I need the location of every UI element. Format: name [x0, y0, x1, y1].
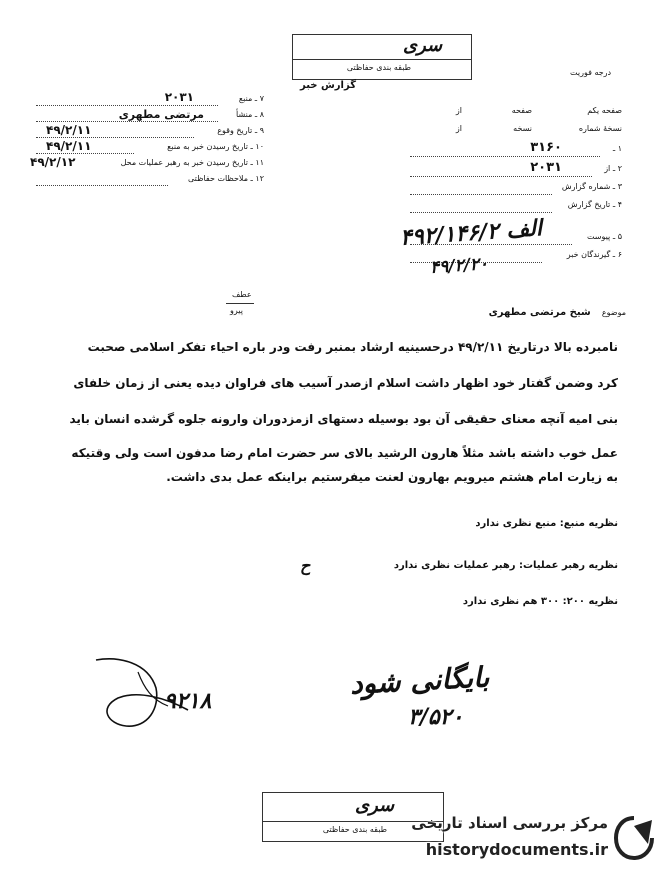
left-field-row — [36, 108, 264, 124]
field-value: صفحه — [511, 106, 532, 115]
right-field-row — [400, 122, 622, 140]
body-line: نامبرده بالا درتاریخ ۴۹/۲/۱۱ درحسینیه ارشاد بمنبر رفت ودر باره احیاء تفکر اسلامی صحبت — [87, 340, 618, 354]
field-value: مرتضی مطهری — [118, 108, 204, 121]
body-line: عمل خوب داشته باشد مثلاً هارون الرشید بالای سر حضرت امام رضا مدفون است ولی وقتیکه — [71, 446, 618, 460]
field-label: ۳ ـ شماره گزارش — [561, 182, 622, 191]
field-label: صفحه یکم — [587, 106, 622, 115]
stamp-bottom-handwritten: سری — [355, 795, 395, 816]
body-line: کرد وضمن گفتار خود اظهار داشت اسلام ازصدر آسیب های فراوان دیده یعنی از زمان خلفای — [73, 376, 618, 390]
field-label: ۹ ـ تاریخ وقوع — [217, 126, 264, 135]
peyro-label: پیرو — [230, 306, 243, 315]
field-value: ۳۱۶۰ — [530, 140, 562, 155]
watermark-logo-icon — [612, 814, 656, 862]
stamp-top-label: طبقه بندی حفاظتی — [346, 63, 411, 72]
atf-label: عطف — [232, 290, 252, 299]
field-label: ۷ ـ منبع — [238, 94, 264, 103]
body-line: به زیارت امام هشتم میرویم بهارون لعنت میفرستیم براینکه عمل بدی داشت. — [166, 470, 618, 484]
field-label: ۱۲ ـ ملاحظات حفاظتی — [188, 174, 264, 183]
field-label: ۸ ـ منشأ — [236, 110, 264, 119]
right-field-row — [400, 198, 622, 216]
handwritten-date: ۴۹/۲/۲۰ — [429, 253, 489, 279]
field-mid: از — [455, 124, 462, 133]
field-label: ۱۱ ـ تاریخ رسیدن خبر به رهبر عملیات محل — [120, 158, 264, 167]
watermark-url: historydocuments.ir — [425, 840, 608, 859]
stamp-bottom-label: طبقه بندی حفاظتی — [322, 825, 387, 834]
left-field-row — [36, 140, 264, 156]
field-label: ۵ ـ پیوست — [586, 232, 622, 241]
field-label: ۱۰ ـ تاریخ رسیدن خبر به منبع — [167, 142, 264, 151]
subject-label: موضوع — [601, 308, 626, 317]
left-field-row — [36, 124, 264, 140]
field-value: ۲۰۳۱ — [530, 160, 562, 175]
operations-sign: ح — [300, 556, 311, 575]
urgency-label: درجه فوریت — [570, 68, 612, 77]
file-note-number: ۳/۵۲۰ — [408, 704, 464, 730]
stamp-top-handwritten: سری — [403, 35, 443, 56]
field-value: ۴۹/۲/۱۱ — [46, 139, 92, 153]
left-field-row — [30, 155, 264, 172]
right-field-row — [400, 160, 622, 180]
field-label: نسخهٔ شماره — [578, 124, 622, 133]
field-value: ۴۹/۲/۱۱ — [46, 123, 92, 137]
handwritten-signature — [78, 648, 198, 738]
field-value: ۲۰۳۱ — [164, 90, 194, 104]
right-field-row — [400, 140, 622, 160]
right-field-row — [400, 104, 622, 122]
operations-opinion: نظریه رهبر عملیات: رهبر عملیات نظری ندارد — [393, 560, 618, 571]
field-label: ۲ ـ از — [604, 164, 622, 173]
left-field-row — [36, 92, 264, 108]
field-value: ۴۹/۲/۱۲ — [30, 155, 76, 169]
left-field-row — [36, 172, 264, 188]
field-mid: از — [455, 106, 462, 115]
watermark — [350, 806, 660, 868]
field-label: ۱ ـ — [612, 144, 622, 153]
third-opinion: نظریه ۲۰۰: ۳۰۰ هم نظری ندارد — [462, 596, 618, 607]
source-opinion: نظریه منبع: منبع نظری ندارد — [475, 518, 618, 529]
field-label: ۶ ـ گیرندگان خبر — [566, 250, 622, 259]
report-title: گزارش خبر — [300, 80, 357, 91]
subject-line — [326, 300, 626, 319]
classification-stamp-top — [292, 34, 472, 80]
left-field-list — [30, 90, 264, 188]
watermark-site-name: مرکز بررسی اسناد تاریخی — [411, 814, 608, 832]
field-label: ۴ ـ تاریخ گزارش — [567, 200, 622, 209]
right-field-row — [400, 180, 622, 198]
field-value: نسخه — [513, 124, 532, 133]
subject-value: شیخ مرتضی مطهری — [488, 307, 591, 318]
handwritten-reference-number: ۴۹۲/۱۴۶/الف ۲ — [399, 215, 543, 251]
body-line: بنی امیه آنچه معنای حقیقی آن بود بوسیله دستهای ازمزدوران وارونه جلوه گرشده انسان باید — [69, 412, 618, 426]
file-note-text: بایگانی شود — [349, 660, 491, 701]
file-left-number: ۹۲۱۸ — [164, 688, 212, 714]
